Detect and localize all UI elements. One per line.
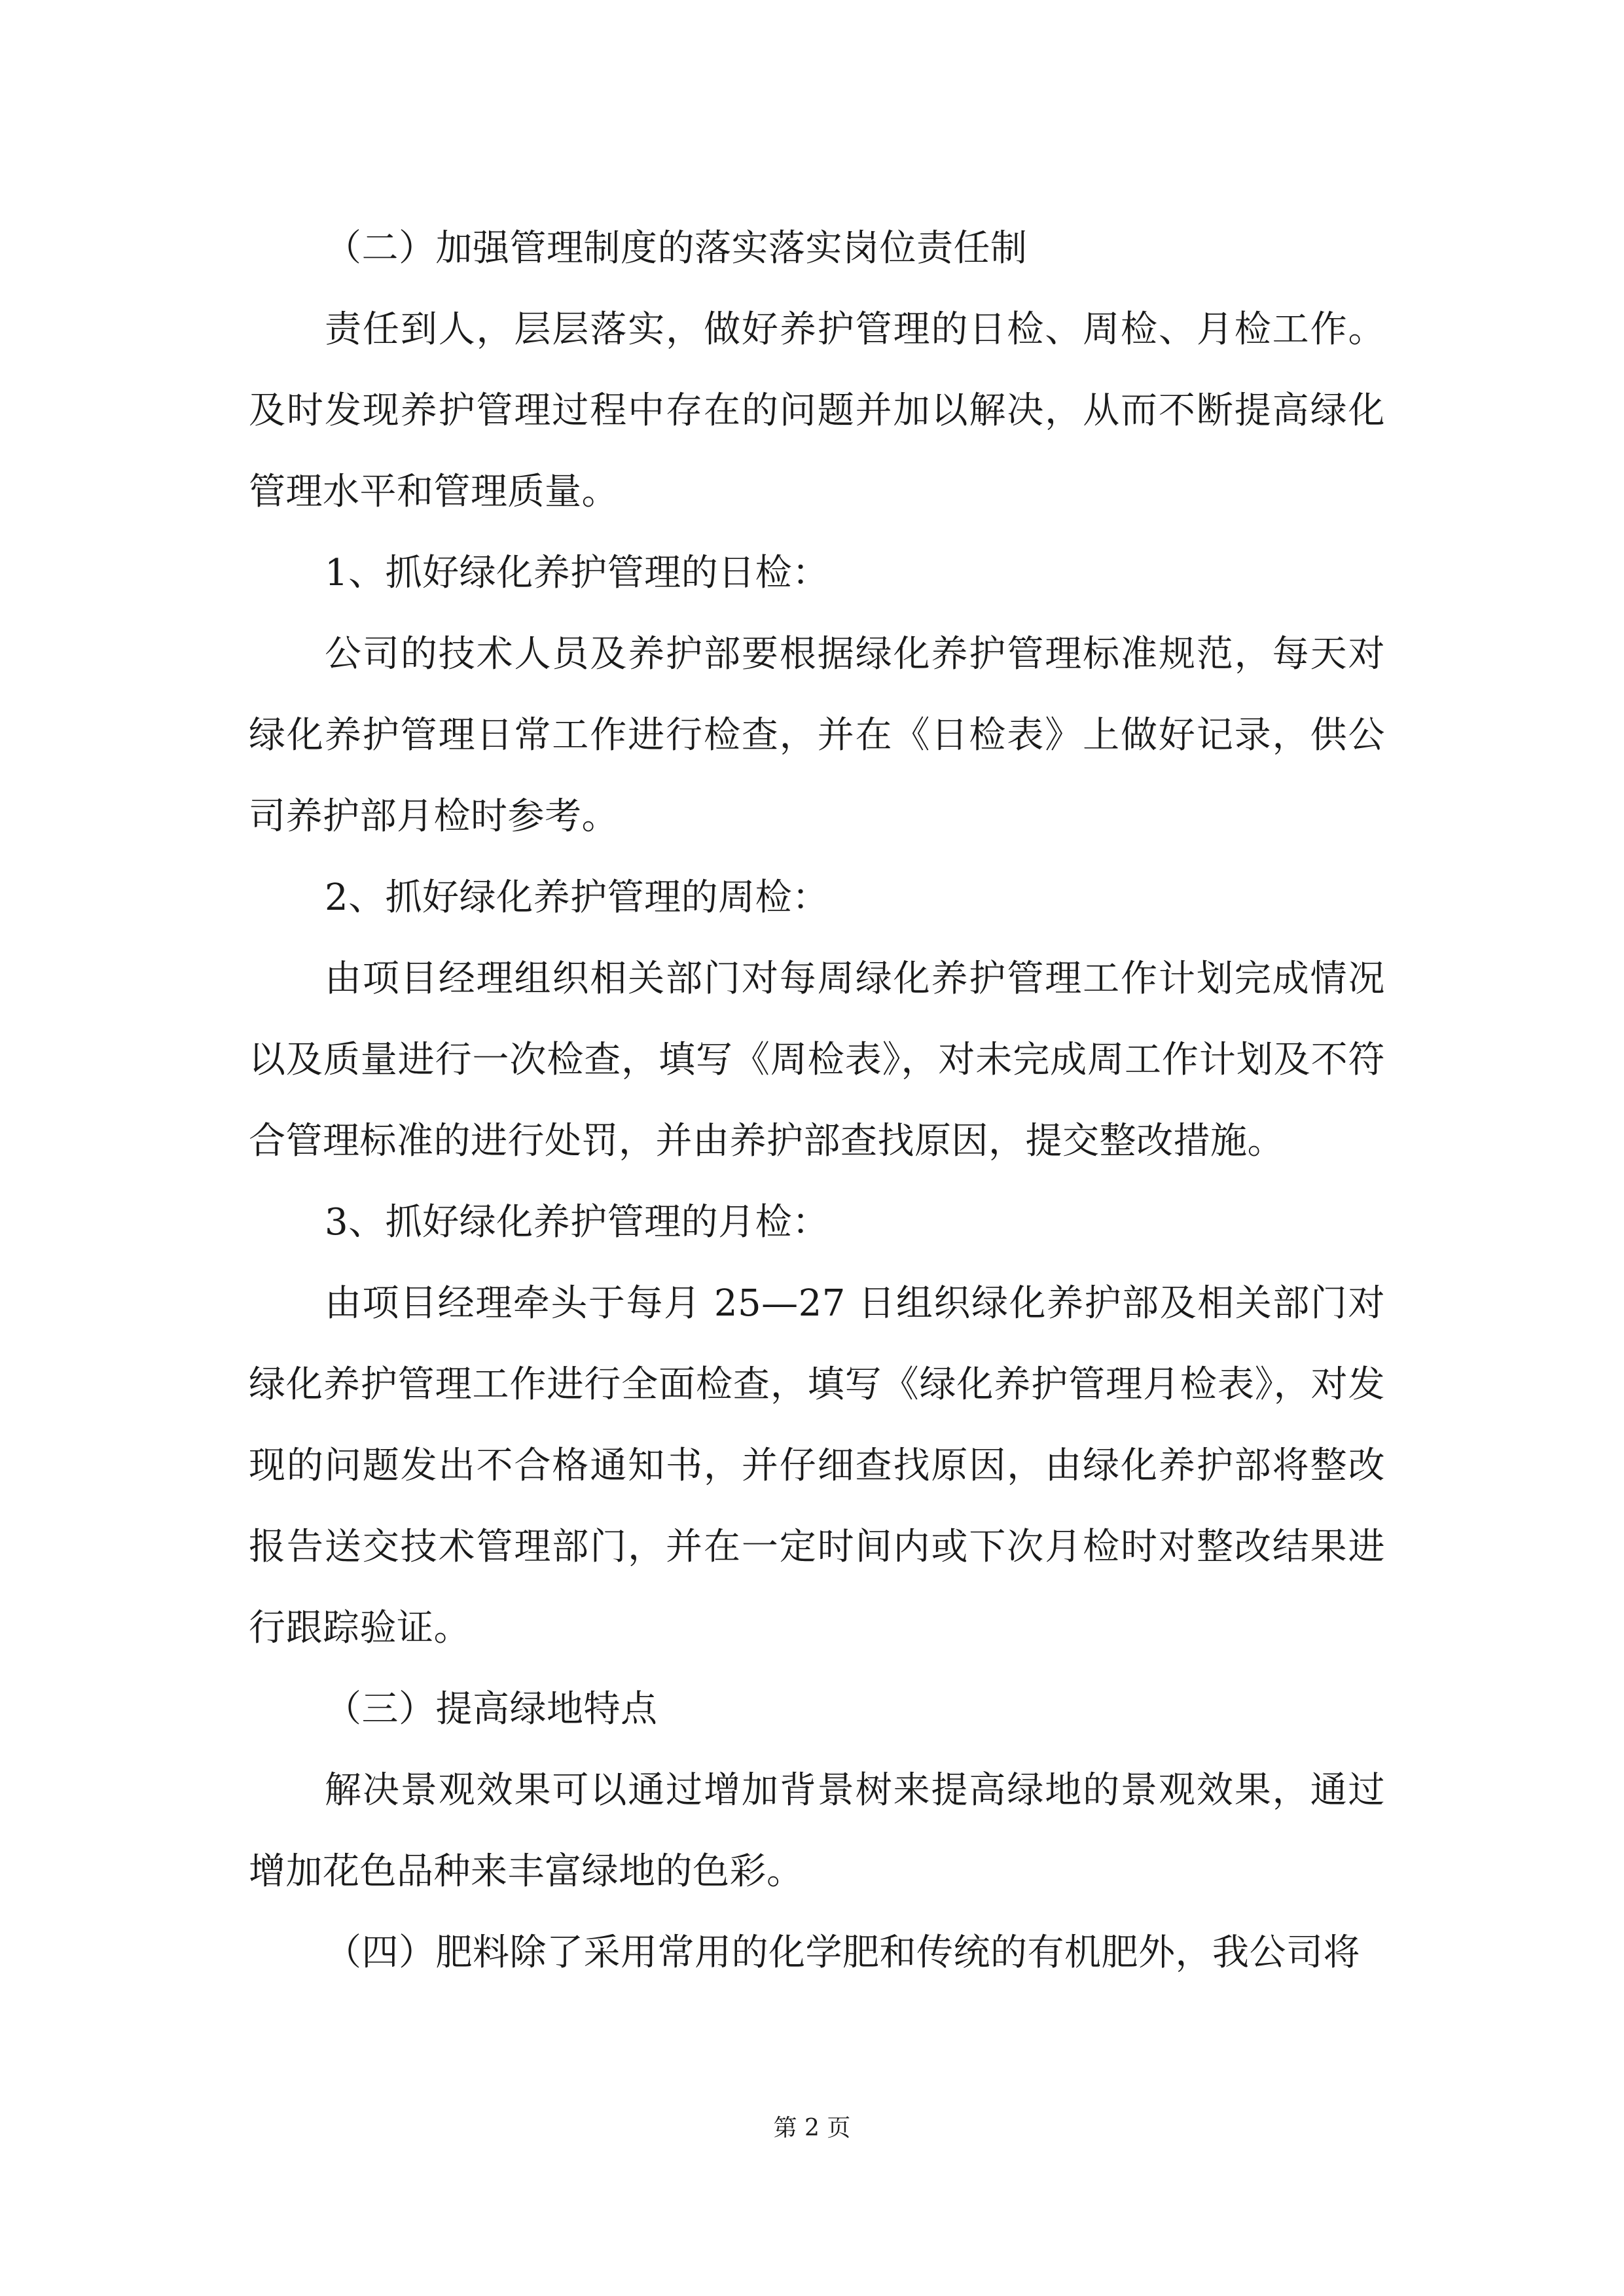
subheading-weekly-check: 2、抓好绿化养护管理的周检：: [325, 876, 829, 919]
paragraph-responsibility: 责任到人，层层落实，做好养护管理的日检、周检、月检工作。及时发现养护管理过程中存在的问题并加以解决，从而不断提高绿化管理水平和管理质量。: [249, 308, 1385, 513]
subheading-monthly-check: 3、抓好绿化养护管理的月检：: [325, 1201, 829, 1244]
section-heading-2: （二）加强管理制度的落实落实岗位责任制: [325, 227, 1028, 270]
document-body: [249, 208, 1385, 1994]
paragraph-landscape: 解决景观效果可以通过增加背景树来提高绿地的景观效果，通过增加花色品种来丰富绿地的色彩。: [249, 1769, 1385, 1893]
paragraph-daily-check: 公司的技术人员及养护部要根据绿化养护管理标准规范，每天对绿化养护管理日常工作进行检查，并在《日检表》上做好记录，供公司养护部月检时参考。: [249, 633, 1385, 838]
subheading-daily-check: 1、抓好绿化养护管理的日检：: [325, 552, 829, 594]
paragraph-weekly-check: 由项目经理组织相关部门对每周绿化养护管理工作计划完成情况以及质量进行一次检查，填写《周检表》，对未完成周工作计划及不符合管理标准的进行处罚，并由养护部查找原因，提交整改措施。: [249, 958, 1385, 1162]
page-number-footer: 第 2 页: [773, 2115, 851, 2142]
paragraph-monthly-check: 由项目经理牵头于每月 25—27 日组织绿化养护部及相关部门对绿化养护管理工作进行全面检查，填写《绿化养护管理月检表》，对发现的问题发出不合格通知书，并仔细查找原因，由绿化养护部将整改报告送交技术管理部门，并在一定时间内或下次月检时对整改结果进行跟踪验证。: [249, 1282, 1385, 1649]
paragraph-fertilizer: （四）肥料除了采用常用的化学肥和传统的有机肥外，我公司将: [325, 1931, 1360, 1974]
section-heading-3: （三）提高绿地特点: [325, 1688, 658, 1731]
